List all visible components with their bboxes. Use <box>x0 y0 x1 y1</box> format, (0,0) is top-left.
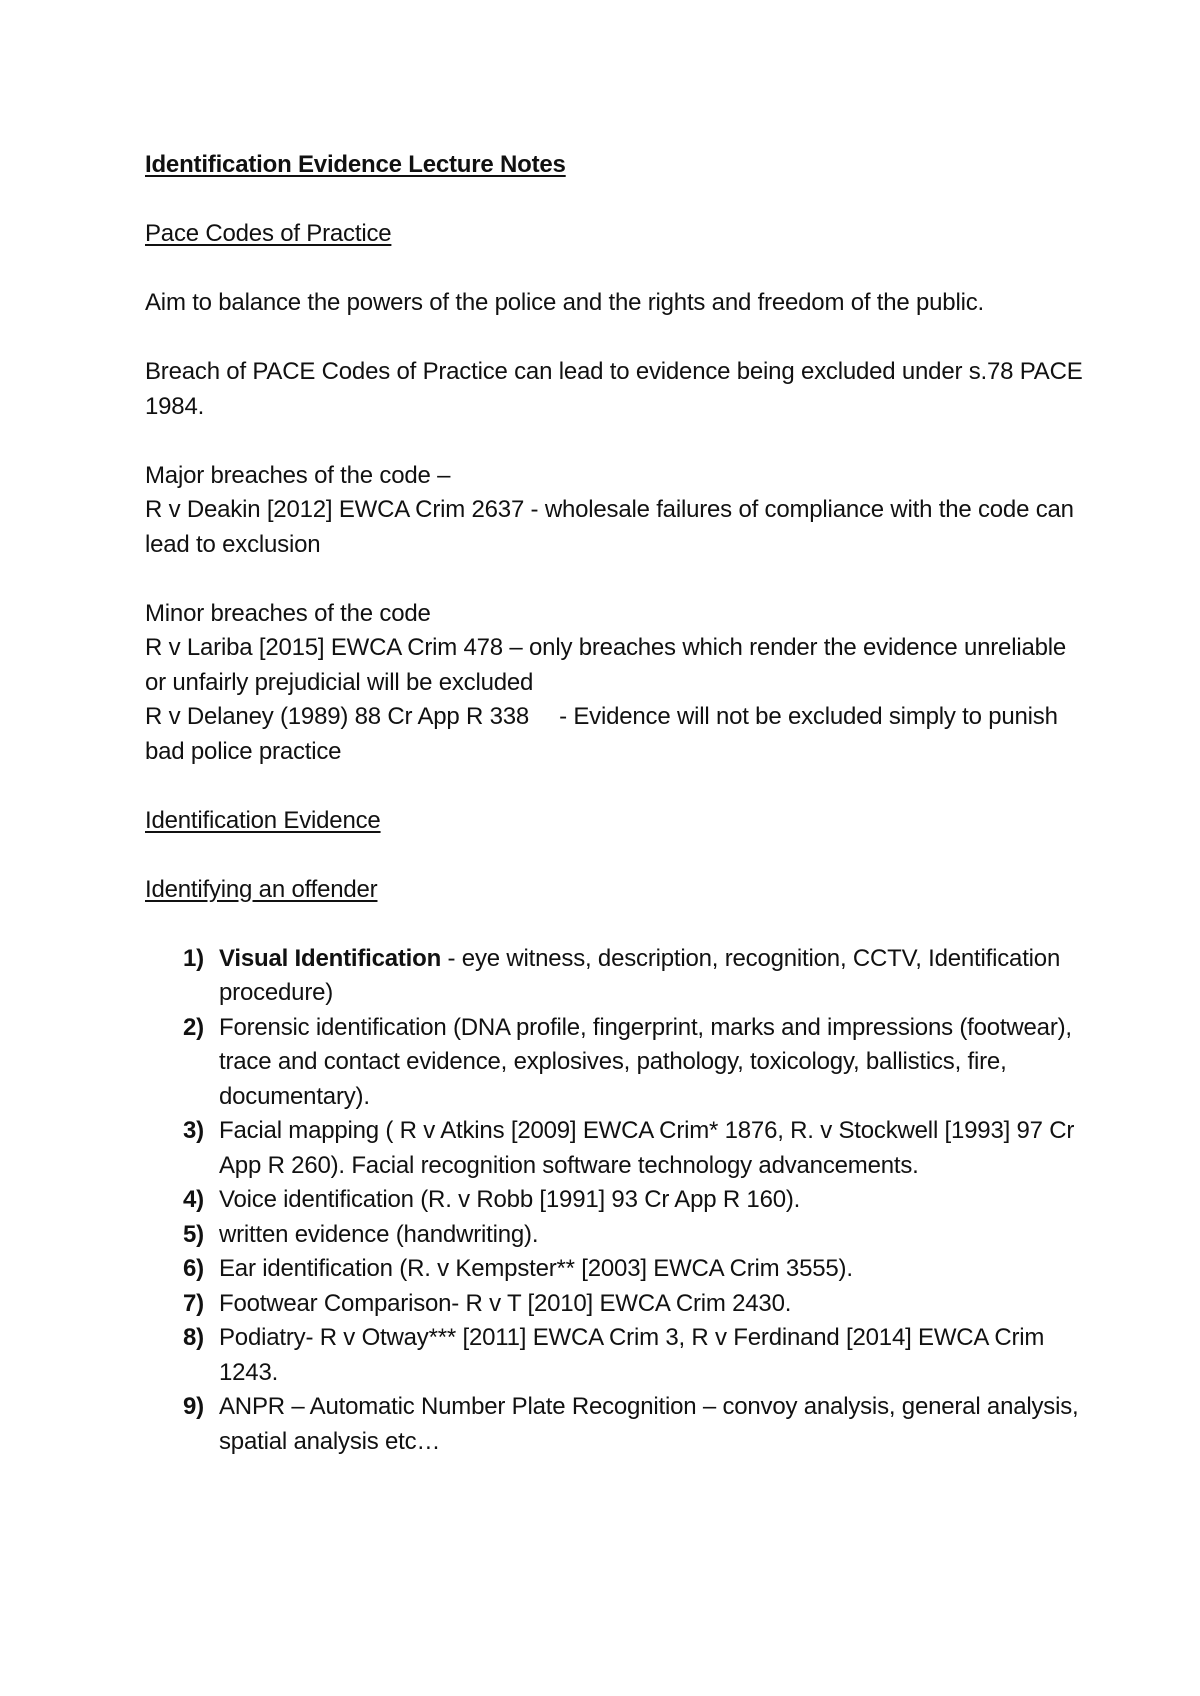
list-number: 9) <box>183 1393 204 1420</box>
major-breaches-heading: Major breaches of the code – <box>145 461 451 489</box>
list-item <box>145 1218 1085 1253</box>
document-page <box>145 148 1085 1459</box>
list-number: 7) <box>183 1289 204 1317</box>
pace-heading: Pace Codes of Practice <box>145 220 392 247</box>
list-item <box>145 1252 1085 1287</box>
spacer <box>145 562 1085 597</box>
identification-methods-list <box>145 942 1085 1460</box>
spacer <box>145 838 1085 873</box>
list-item-text: - eye witness, description, recognition, CCTV, Identification procedure) <box>219 944 1061 1006</box>
list-number: 3) <box>183 1117 204 1144</box>
delaney-holding: - Evidence will not be excluded simply to punish bad police practice <box>145 703 1058 765</box>
major-breach-case: R v Deakin [2012] EWCA Crim 2637 - wholesale failures of compliance with the code can lead to exclusion <box>145 496 1074 558</box>
list-item <box>145 1390 1085 1459</box>
list-item-text: Facial mapping ( R v Atkins [2009] EWCA Crim* 1876, R. v Stockwell [1993] 97 Cr App R 260). Facial recognition software technology advancements. <box>219 1117 1075 1179</box>
list-item <box>145 1011 1085 1115</box>
list-number: 5) <box>183 1220 204 1248</box>
minor-breach-case-lariba: R v Lariba [2015] EWCA Crim 478 – only breaches which render the evidence unreliable or unfairly prejudicial will be excluded <box>145 634 1067 696</box>
list-item-text: Footwear Comparison- R v T [2010] EWCA Crim 2430. <box>219 1289 792 1317</box>
list-item-text: Voice identification (R. v Robb [1991] 93 Cr App R 160). <box>219 1186 801 1213</box>
list-number: 1) <box>183 944 204 972</box>
identification-evidence-heading: Identification Evidence <box>145 806 381 834</box>
spacer <box>145 424 1085 459</box>
minor-breaches-heading: Minor breaches of the code <box>145 599 431 627</box>
list-number: 6) <box>183 1255 204 1282</box>
list-number: 8) <box>183 1324 204 1351</box>
spacer <box>145 321 1085 356</box>
document-title: Identification Evidence Lecture Notes <box>145 151 566 178</box>
list-number: 4) <box>183 1186 204 1213</box>
list-item-text: written evidence (handwriting). <box>219 1220 539 1248</box>
minor-breach-case-delaney <box>145 700 1085 769</box>
pace-aim-paragraph: Aim to balance the powers of the police and the rights and freedom of the public. <box>145 289 984 316</box>
list-item <box>145 1321 1085 1390</box>
list-item <box>145 1183 1085 1218</box>
list-item-text: ANPR – Automatic Number Plate Recognition – convoy analysis, general analysis, spatial analysis etc… <box>219 1393 1079 1455</box>
pace-breach-paragraph: Breach of PACE Codes of Practice can lead to evidence being excluded under s.78 PACE 1984. <box>145 358 1083 420</box>
list-item-text: Podiatry- R v Otway*** [2011] EWCA Crim 3, R v Ferdinand [2014] EWCA Crim 1243. <box>219 1324 1045 1386</box>
spacer <box>145 183 1085 218</box>
list-item-text: Forensic identification (DNA profile, fingerprint, marks and impressions (footwear), trace and contact evidence, explosives, pathology, toxicology, ballistics, fire, documentary). <box>219 1013 1072 1110</box>
list-item <box>145 1287 1085 1322</box>
identifying-offender-heading: Identifying an offender <box>145 875 378 903</box>
spacer <box>145 252 1085 287</box>
list-item <box>145 1114 1085 1183</box>
delaney-citation: R v Delaney (1989) 88 Cr App R 338 <box>145 703 530 730</box>
list-number: 2) <box>183 1013 204 1041</box>
list-item-text: Ear identification (R. v Kempster** [2003] EWCA Crim 3555). <box>219 1255 853 1282</box>
spacer <box>145 769 1085 804</box>
list-item-bold-label: Visual Identification <box>219 944 442 972</box>
list-item <box>145 942 1085 1011</box>
